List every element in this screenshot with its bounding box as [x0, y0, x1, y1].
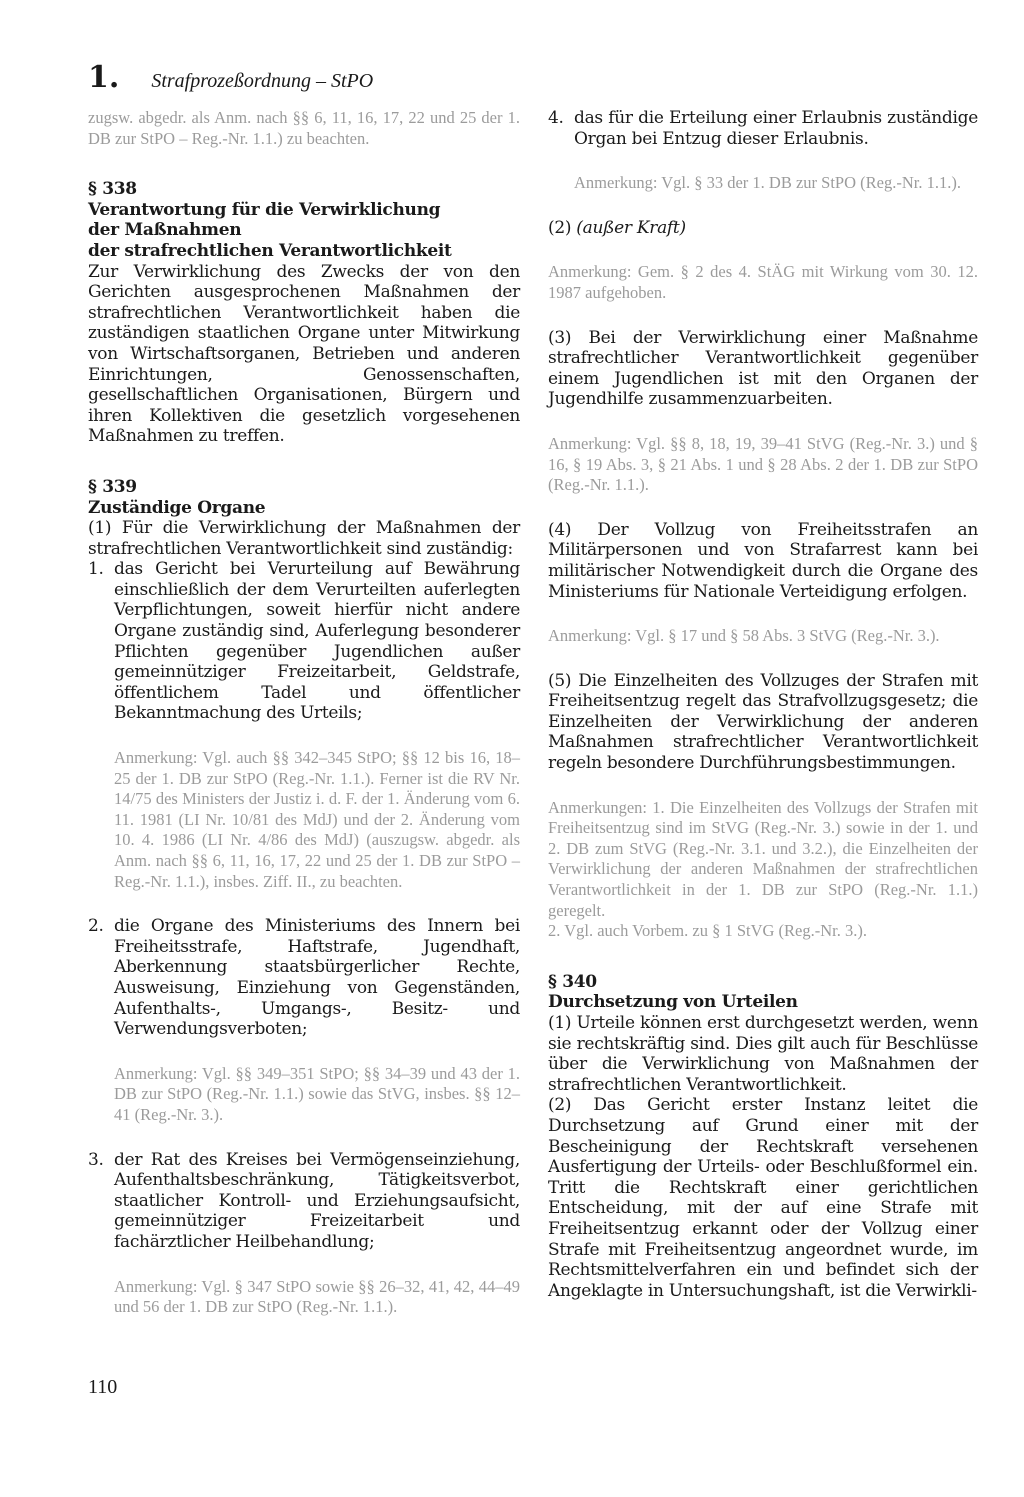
section-340-number: § 340	[548, 971, 597, 992]
section-340-paragraph-1: (1) Urteile können erst durchgesetzt werden, wenn sie rechtskräftig sind. Dies gilt auch für Beschlüsse über die Verwirklichung von Maßnahmen der strafrechtlichen Verantwortlichkeit.	[548, 1013, 978, 1095]
item-1-text: das Gericht bei Verurteilung auf Bewährung einschließlich der dem Verurteilten auferlegten Verpflichtungen, soweit hierfür nicht andere Organe zuständig sind, Auferlegung besonderer Pflichten gegenüber Jugendlichen außer gemeinnütziger Freizeitarbeit, Geldstrafe, öffentlichem Tadel und öffentlicher Bekanntmachung des Urteils;	[114, 559, 520, 724]
continued-note: zugsw. abgedr. als Anm. nach §§ 6, 11, 16, 17, 22 und 25 der 1. DB zur StPO – Reg.-Nr. 1.1.) zu beachten.	[88, 108, 520, 148]
paragraph-5-note-1: Anmerkungen: 1. Die Einzelheiten des Vollzugs der Strafen mit Freiheitsentzug sind im StVG (Reg.-Nr. 3.) sowie in der 1. und 2. DB zum StVG (Reg.-Nr. 3.1. und 3.2.), die Einzelheiten der Verwirklichung der anderen Maßnahmen der strafrechtlichen Verantwortlichkeit in der 1. DB zur StPO (Reg.-Nr. 1.1.) geregelt.	[548, 797, 978, 920]
paragraph-5-note-2: 2. Vgl. auch Vorbem. zu § 1 StVG (Reg.-Nr. 3.).	[548, 921, 867, 941]
paragraph-2-repealed: (außer Kraft)	[576, 217, 686, 238]
item-4-number: 4.	[548, 108, 564, 128]
item-2-number: 2.	[88, 916, 104, 937]
list-item	[88, 916, 520, 1040]
item-3-text: der Rat des Kreises bei Vermögenseinziehung, Aufenthaltsbeschränkung, Tätigkeitsverbot, staatlicher Kontroll- und Erziehungsaufsicht, gemeinnütziger Freizeitarbeit und fachärztlicher Heilbehandlung;	[114, 1149, 520, 1252]
item-4-text: das für die Erteilung einer Erlaubnis zuständige Organ bei Entzug dieser Erlaubnis.	[574, 108, 978, 149]
chapter-title: Strafprozeßordnung – StPO	[151, 70, 374, 92]
item-2-note: Anmerkung: Vgl. §§ 349–351 StPO; §§ 34–39 und 43 der 1. DB zur StPO (Reg.-Nr. 1.1.) sowie das StVG, insbes. §§ 12–41 (Reg.-Nr. 3.).	[114, 1063, 520, 1124]
section-339-number: § 339	[88, 476, 137, 497]
paragraph-4-note: Anmerkung: Vgl. § 17 und § 58 Abs. 3 StVG (Reg.-Nr. 3.).	[548, 626, 940, 646]
page-number: 110	[88, 1376, 118, 1398]
item-4-note: Anmerkung: Vgl. § 33 der 1. DB zur StPO (Reg.-Nr. 1.1.).	[574, 173, 961, 193]
section-338-title-1: Verantwortung für die Verwirklichung	[88, 199, 441, 220]
list-item	[548, 108, 978, 149]
list-item	[88, 559, 520, 724]
running-header	[88, 60, 373, 100]
paragraph-2-number: (2)	[548, 217, 572, 238]
paragraph-3: (3) Bei der Verwirklichung einer Maßnahme strafrechtlicher Verantwortlichkeit gegenüber einem Jugendlichen ist mit den Organen der Jugendhilfe zusammenzuarbeiten.	[548, 327, 978, 410]
item-2-text: die Organe des Ministeriums des Innern bei Freiheitsstrafe, Haftstrafe, Jugendhaft, Aberkennung staatsbürgerlicher Rechte, Ausweisung, Einziehung von Gegenständen, Aufenthalts-, Umgangs-, Besitz- und Verwendungsverboten;	[114, 916, 520, 1040]
list-item	[88, 1150, 520, 1253]
paragraph-2	[548, 218, 978, 239]
section-340-title: Durchsetzung von Urteilen	[548, 992, 798, 1013]
paragraph-2-note: Anmerkung: Gem. § 2 des 4. StÄG mit Wirkung vom 30. 12. 1987 aufgehoben.	[548, 262, 978, 302]
section-338-title-2: der Maßnahmen	[88, 220, 242, 241]
item-1-number: 1.	[88, 559, 104, 580]
item-3-note: Anmerkung: Vgl. § 347 StPO sowie §§ 26–32, 41, 42, 44–49 und 56 der 1. DB zur StPO (Reg.-Nr. 1.1.).	[114, 1276, 520, 1317]
right-column	[548, 108, 978, 1301]
paragraph-3-note: Anmerkung: Vgl. §§ 8, 18, 19, 39–41 StVG (Reg.-Nr. 3.) und § 16, § 19 Abs. 3, § 21 Abs. 1 und § 28 Abs. 2 der 1. DB zur StPO (Reg.-Nr. 1.1.).	[548, 433, 978, 495]
section-339-intro: (1) Für die Verwirklichung der Maßnahmen der strafrechtlichen Verantwortlichkeit sind zuständig:	[88, 518, 520, 559]
section-338-number: § 338	[88, 179, 137, 200]
section-339-title: Zuständige Organe	[88, 497, 266, 518]
chapter-number: 1.	[88, 60, 120, 95]
paragraph-4: (4) Der Vollzug von Freiheitsstrafen an Militärpersonen und von Strafarrest kann bei militärischer Notwendigkeit durch die Organe des Ministeriums für Nationale Verteidigung erfolgen.	[548, 519, 978, 602]
paragraph-5: (5) Die Einzelheiten des Vollzuges der Strafen mit Freiheitsentzug regelt das Strafvollzugsgesetz; die Einzelheiten der Verwirklichung der anderen Maßnahmen strafrechtlicher Verantwortlichkeit regeln besondere Durchführungsbestimmungen.	[548, 670, 978, 774]
item-3-number: 3.	[88, 1149, 104, 1170]
item-1-note: Anmerkung: Vgl. auch §§ 342–345 StPO; §§ 12 bis 16, 18–25 der 1. DB zur StPO (Reg.-Nr. 1.1.). Ferner ist die RV Nr. 14/75 des Ministers der Justiz i. d. F. der 1. Änderung vom 6. 11. 1981 (LI Nr. 10/81 des MdJ) und der 2. Änderung vom 10. 4. 1986 (LI Nr. 4/86 des MdJ) (auszugsw. abgedr. als Anm. nach §§ 6, 11, 16, 17, 22 und 25 der 1. DB zur StPO – Reg.-Nr. 1.1.), insbes. Ziff. II., zu beachten.	[114, 748, 520, 891]
left-column	[88, 108, 520, 1318]
section-340-paragraph-2: (2) Das Gericht erster Instanz leitet die Durchsetzung auf Grund einer mit der Bescheinigung der Rechtskraft versehenen Ausfertigung der Urteils- oder Beschlußformel ein. Tritt die Rechtskraft einer gerichtlichen Entscheidung, mit der auf eine Strafe mit Freiheitsentzug erkannt oder der Vollzug einer Strafe mit Freiheitsentzug angeordnet wurde, im Rechtsmittelverfahren ein und befindet sich der Angeklagte in Untersuchungshaft, ist die Verwirkli-	[548, 1095, 978, 1301]
section-338-text: Zur Verwirklichung des Zwecks der von den Gerichten ausgesprochenen Maßnahmen der strafrechtlichen Verantwortlichkeit haben die zuständigen staatlichen Organe unter Mitwirkung von Wirtschaftsorganen, Betrieben und anderen Einrichtungen, Genossenschaften, gesellschaftlichen Organisationen, Bürgern und ihren Kollektiven die gesetzlich vorgesehenen Maßnahmen zu treffen.	[88, 261, 520, 447]
section-338-title-3: der strafrechtlichen Verantwortlichkeit	[88, 240, 452, 261]
